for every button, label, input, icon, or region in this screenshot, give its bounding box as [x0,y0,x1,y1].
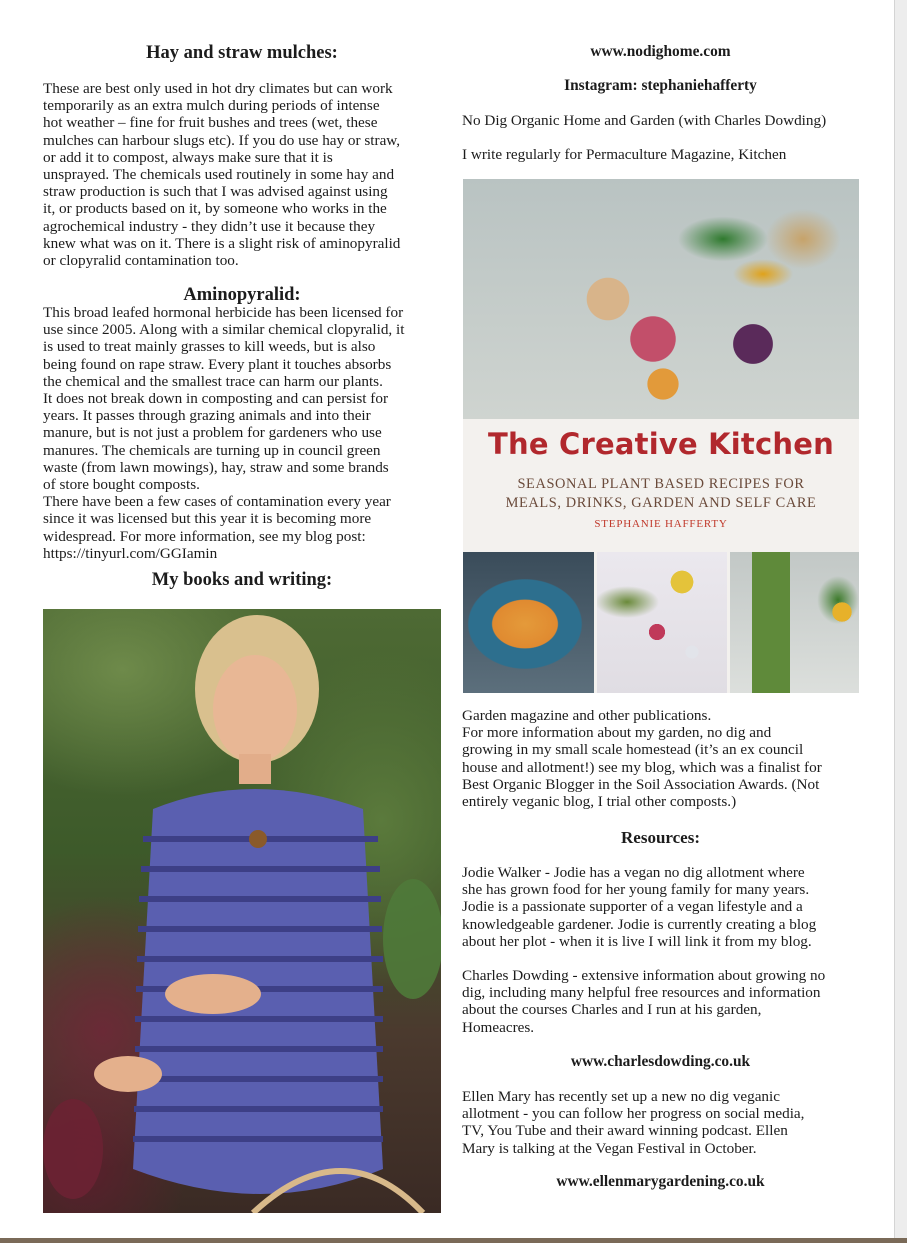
charles-website-link[interactable]: www.charlesdowding.co.uk [570,1053,751,1070]
books-writing-heading: My books and writing: [151,570,333,590]
author-garden-photo [43,609,441,1213]
author-figure-illustration [43,609,441,1213]
book-cover-thumbnails [463,552,859,693]
page-bottom-edge [0,1238,907,1243]
jodie-paragraph: Jodie Walker - Jodie has a vegan no dig allotment where she has grown food for her young family for many years. Jodie is a passionate supporter of a vegan lifestyle and a knowledgeable gardener. Jodie is currently creating a blog about her plot - when it is live I will link it from my blog. [462,864,817,950]
garden-info-paragraph: Garden magazine and other publications. For more information about my garden, no dig and growing in my small scale homestead (it’s an ex council house and allotment!) see my blog, which was a finalist for Best Organic Blogger in the Soil Association Awards. (Not entirely veganic blog, I trial other composts.) [462,707,822,811]
book-title: The Creative Kitchen [488,427,834,461]
ellen-website-link[interactable]: www.ellenmarygardening.co.uk [556,1173,765,1190]
aminopyralid-paragraph: This broad leafed hormonal herbicide has been licensed for use since 2005. Along with a similar chemical clopyralid, it is used to treat mainly grasses to kill weeds, but is also being found on rape straw. Every plant it touches absorbs the chemical and the smallest trace can harm our plants. It does not break down in composting and can persist for years. It passes through grazing animals and into their manure, but is not just a problem for gardeners who use manures. The chemicals are turning up in council green waste (from lawn mowings), hay, straw and some brands of store bought composts. There have been a few cases of contamination every year since it was licensed but this year it is becoming more widespread. For more information, see my blog post: https://tinyurl.com/GGIamin [43,304,405,562]
thumbnail-flowers [597,552,727,693]
book-cover-food-photo [463,179,859,419]
book-cover-image [463,179,859,693]
book-author: STEPHANIE HAFFERTY [594,518,728,530]
book-subtitle: SEASONAL PLANT BASED RECIPES FOR MEALS, DRINKS, GARDEN AND SELF CARE [505,476,817,511]
charles-paragraph: Charles Dowding - extensive information about growing no dig, including many helpful free resources and information about the courses Charles and I run at his garden, Homeacres. [462,967,826,1036]
ellen-paragraph: Ellen Mary has recently set up a new no dig veganic allotment - you can follow her progress on social media, TV, You Tube and their award winning podcast. Ellen Mary is talking at the Vegan Festival in October. [462,1088,805,1157]
website-link[interactable]: www.nodighome.com [590,43,731,60]
thumbnail-bowl [463,552,594,693]
hay-straw-heading: Hay and straw mulches: [146,43,338,63]
resources-heading: Resources: [621,828,700,847]
aminopyralid-heading: Aminopyralid: [183,285,301,305]
hay-straw-paragraph: These are best only used in hot dry climates but can work temporarily as an extra mulch during periods of intense hot weather – fine for fruit bushes and trees (wet, these mulches can harbour slugs etc). If you do use hay or straw, or add it to compost, always make sure that it is unsprayed. The chemicals used routinely in some hay and straw production is such that I was advised against using it, or products based on it, by someone who works in the agrochemical industry - they didn’t use it because they knew what was on it. There is a slight risk of aminopyralid or clopyralid contamination too. [43,80,401,270]
instagram-handle[interactable]: Instagram: stephaniehafferty [564,77,757,94]
book-line-1: No Dig Organic Home and Garden (with Charles Dowding) [462,112,827,129]
thumbnail-bottle [730,552,859,693]
writing-line-2: I write regularly for Permaculture Magazine, Kitchen [462,146,787,163]
page-edge-shadow [894,0,907,1243]
